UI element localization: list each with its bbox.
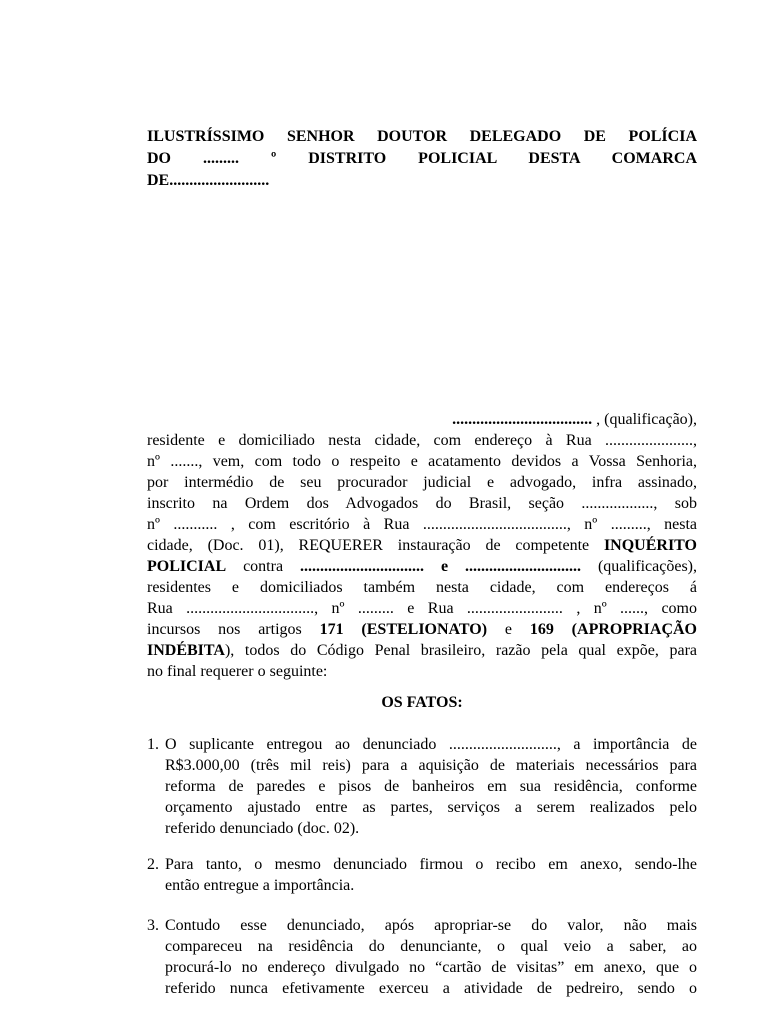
heading-line-3: DE......................... <box>147 172 270 189</box>
petition-line-12 <box>147 640 697 661</box>
petition-line-8-text: (qualificações), <box>581 558 697 575</box>
petition-line-4: por intermédio de seu procurador judicial e advogado, infra assinado, <box>147 474 697 491</box>
fact-item-number: 3. <box>147 917 159 934</box>
fact-item-line: compareceu na residência do denunciante, o qual veio a saber, ao <box>165 938 697 955</box>
petition-line-1-text: , (qualificação), <box>592 411 697 428</box>
petition-line-3: nº ......., vem, com todo o respeito e acatamento devidos a Vossa Senhoria, <box>147 453 697 470</box>
fact-item-line: reforma de paredes e pisos de banheiros em sua residência, conforme <box>165 778 697 795</box>
petition-line-12-text: ), todos do Código Penal brasileiro, razão pela qual expõe, para <box>224 642 697 659</box>
fact-item-3 <box>147 915 697 999</box>
petition-line-7-text: cidade, (Doc. 01), REQUERER instauração de competente <box>147 537 604 554</box>
fact-item-line: então entregue a importância. <box>165 877 355 894</box>
petition-line-8-mid: contra <box>226 558 300 575</box>
petition-line-8 <box>147 556 697 577</box>
petition-line-11-text: incursos nos artigos <box>147 621 320 638</box>
fact-item-2 <box>147 854 697 896</box>
heading-line-1: ILUSTRÍSSIMO SENHOR DOUTOR DELEGADO DE POLÍCIA <box>147 128 697 145</box>
heading-line-2: DO ......... º DISTRITO POLICIAL DESTA COMARCA <box>147 150 697 167</box>
article-171-bold: 171 (ESTELIONATO) <box>319 621 488 638</box>
fact-item-line: referido nunca efetivamente exerceu a atividade de pedreiro, sendo o <box>165 980 697 997</box>
policial-bold: POLICIAL <box>147 558 227 575</box>
petition-line-11 <box>147 619 697 640</box>
fact-item-number: 2. <box>147 856 159 873</box>
accused-names-blank: ............................... e ............................. <box>300 558 581 575</box>
fact-item-line: R$3.000,00 (três mil reis) para a aquisição de materiais necessários para <box>165 757 697 774</box>
section-title-facts: OS FATOS: <box>381 694 463 711</box>
fact-item-text <box>165 854 697 896</box>
fact-item-line: procurá-lo no endereço divulgado no “cartão de visitas” em anexo, que o <box>165 959 697 976</box>
addressee-heading <box>147 126 697 192</box>
fact-item-line: referido denunciado (doc. 02). <box>165 820 360 837</box>
petition-line-11-mid: e <box>487 621 530 638</box>
fact-item-number: 1. <box>147 736 159 753</box>
fact-item-1 <box>147 734 697 839</box>
petition-line-1 <box>147 409 697 430</box>
petition-line-10: Rua ................................, nº ......... e Rua ........................ , nº ......, como <box>147 600 697 617</box>
petition-line-13: no final requerer o seguinte: <box>147 663 328 680</box>
fact-item-line: Contudo esse denunciado, após apropriar-se do valor, não mais <box>165 917 697 934</box>
fact-item-text <box>165 915 697 999</box>
fact-item-line: Para tanto, o mesmo denunciado firmou o recibo em anexo, sendo-lhe <box>165 856 697 873</box>
petition-paragraph <box>147 409 697 682</box>
indebita-bold: INDÉBITA <box>147 642 225 659</box>
petition-line-9: residentes e domiciliados também nesta cidade, com endereços á <box>147 579 697 596</box>
inquerito-bold: INQUÉRITO <box>603 537 697 554</box>
fact-item-line: O suplicante entregou ao denunciado ..........................., a importância de <box>165 736 697 753</box>
petitioner-name-blank: ................................... <box>452 411 593 428</box>
fact-item-line: orçamento ajustado entre as partes, serviços a serem realizados pelo <box>165 799 697 816</box>
article-169-bold: 169 (APROPRIAÇÃO <box>529 621 698 638</box>
petition-line-6: nº ........... , com escritório à Rua ...................................., nº ........., nesta <box>147 516 697 533</box>
petition-line-2: residente e domiciliado nesta cidade, com endereço à Rua ......................, <box>147 432 697 449</box>
petition-line-7 <box>147 535 697 556</box>
fact-item-text <box>165 734 697 839</box>
petition-line-5: inscrito na Ordem dos Advogados do Brasil, seção .................., sob <box>147 495 697 512</box>
